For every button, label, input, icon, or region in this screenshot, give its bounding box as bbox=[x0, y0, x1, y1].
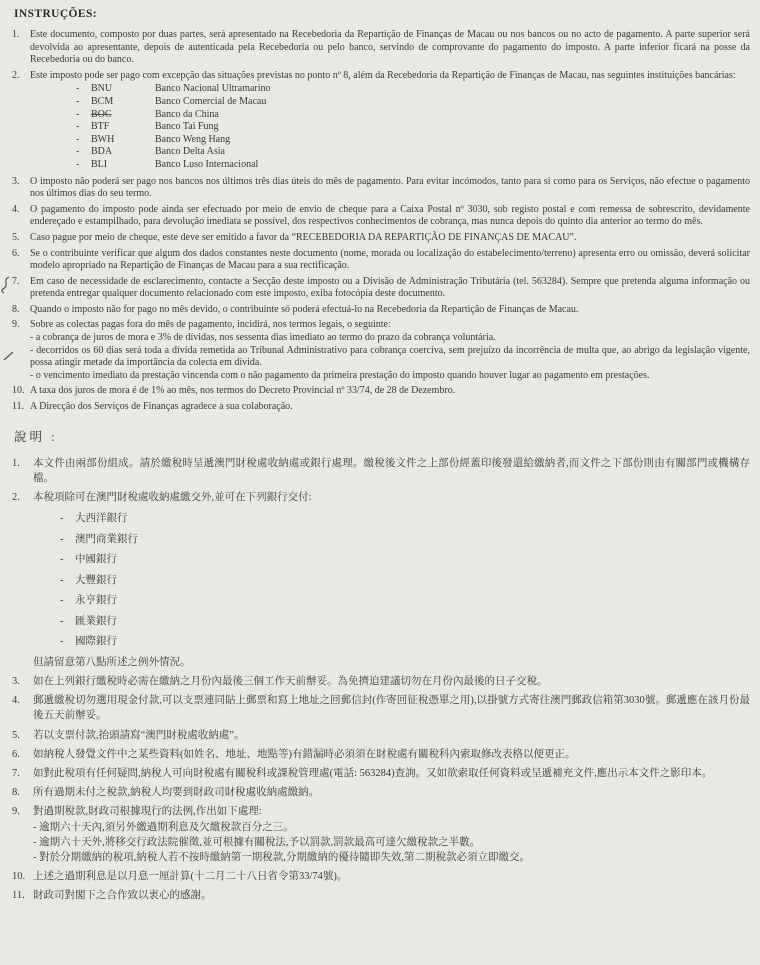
pt-bank-row bbox=[76, 134, 750, 147]
item-text: 本文件由兩部份組成。請於繳稅時呈遞澳門財稅處收納處或銀行處理。繳稅後文件之上部份經蓋印後發還給繳納者,而文件之下部份則由有關部門或機構存檔。 bbox=[33, 457, 750, 484]
item-text: O imposto não poderá ser pago nos bancos nos últimos três dias úteis do mês de pagamento. Para evitar incómodos, tanto para si como para os Serviços, não efectue o pagamento nos últimos dias do seu termo. bbox=[30, 175, 750, 200]
item-text: Sobre as colectas pagas fora do mês de pagamento, incidirá, nos termos legais, o seguinte: bbox=[30, 319, 391, 331]
zh-bank-row: - 大豐銀行 bbox=[60, 571, 750, 592]
zh-bank-row: - 永亨銀行 bbox=[60, 591, 750, 612]
item-text: O pagamento do imposto pode ainda ser efectuado por meio de envio de cheque para a Caixa Postal nº 3030, sob registo postal e com remessa de sobrescrito, devidamente endereçado e estampilhado, para devolução imediata se possível, dos respectivos conhecimentos de cobrança, mas nunca depois do quinto dia anterior ao termo do mês. bbox=[30, 203, 750, 228]
zh-instruction-3 bbox=[12, 674, 750, 689]
bank-name: Banco Nacional Ultramarino bbox=[155, 83, 271, 95]
pt-instruction-6 bbox=[12, 248, 750, 273]
pt-instruction-10 bbox=[12, 385, 750, 398]
pt-bank-row bbox=[76, 146, 750, 159]
item-text: 若以支票付款,抬頭請寫“澳門財稅處收納處”。 bbox=[33, 729, 245, 741]
pt-bank-row-struck bbox=[76, 109, 750, 122]
pt-bank-row bbox=[76, 159, 750, 172]
item-text: 所有過期未付之稅款,納稅人均要到財政司財稅處收納處繳納。 bbox=[33, 787, 320, 799]
item-text: Se o contribuinte verificar que algum dos dados constantes neste documento (nome, morada ou localização do estabelecimento/terreno) apresenta erro ou omissão, deverá solicitar modelo apropriado na Repartição de Finanças de Macau para a sua rectificação. bbox=[30, 247, 750, 272]
item-text: A Direcção dos Serviços de Finanças agradece a sua colaboração. bbox=[30, 401, 293, 413]
bank-name: Banco Weng Hang bbox=[155, 133, 231, 145]
pt-instruction-8 bbox=[12, 304, 750, 317]
item-number: 11. bbox=[12, 890, 25, 902]
item-text: 財政司對閣下之合作致以衷心的感謝。 bbox=[33, 890, 212, 902]
item-text: 如在上列銀行繳稅時必需在繳納之月份內最後三個工作天前辦妥。為免擠迫建議切勿在月份內最後的日子交稅。 bbox=[33, 675, 548, 687]
handwritten-squiggle-mark bbox=[0, 276, 12, 294]
zh-instruction-1 bbox=[12, 456, 750, 486]
item-number: 6. bbox=[12, 247, 20, 259]
zh-bank-row: - 匯業銀行 bbox=[60, 612, 750, 633]
item-number: 2. bbox=[12, 69, 20, 81]
bank-code: - BLI bbox=[91, 158, 108, 170]
pt-sub-point: - a cobrança de juros de mora e 3% de dívidas, nos sessenta dias imediato ao termo do prazo da cobrança voluntária. bbox=[30, 332, 496, 344]
zh-instruction-9 bbox=[12, 804, 750, 865]
zh-instruction-10 bbox=[12, 869, 750, 884]
bank-name: Banco Comercial de Macau bbox=[155, 95, 267, 107]
zh-instruction-11 bbox=[12, 888, 750, 903]
item-number: 7. bbox=[12, 767, 20, 779]
bank-code: - BWH bbox=[91, 133, 115, 145]
item-number: 9. bbox=[12, 806, 20, 818]
item-number: 8. bbox=[12, 303, 20, 315]
item-text: 本稅項除可在澳門財稅處收納處繳交外,並可在下列銀行交付: bbox=[33, 492, 312, 504]
item-text: A taxa dos juros de mora é de 1% ao mês, nos termos do Decreto Provincial nº 33/74, de 28 de Dezembro. bbox=[30, 385, 456, 397]
item-text: Este documento, composto por duas partes, será apresentado na Recebedoria da Repartição de Finanças de Macau ou nos bancos ou no acto de pagamento. A parte superior será devolvida ao apresentante, depois de autenticada pela Recebedoria ou pelo banco, servindo de comprovante do pagamento do imposto. A parte inferior ficará na posse da Recebedoria ou do banco. bbox=[30, 29, 750, 66]
bank-name: Banco Luso Internacional bbox=[155, 158, 259, 170]
pt-bank-row bbox=[76, 96, 750, 109]
pt-instruction-3 bbox=[12, 176, 750, 201]
item-text: 上述之過期利息是以月息一厘計算(十二月二十八日省令第33/74號)。 bbox=[33, 871, 348, 883]
pt-bank-row bbox=[76, 121, 750, 134]
item-text: 對過期稅款,財政司根據現行的法例,作出如下處理: bbox=[33, 806, 262, 818]
bank-name: Banco Tai Fung bbox=[155, 121, 219, 133]
bank-code: - BNU bbox=[91, 83, 113, 95]
zh-instruction-2 bbox=[12, 490, 750, 670]
pt-bank-list bbox=[76, 83, 750, 171]
item-number: 10. bbox=[12, 385, 25, 397]
item-number: 9. bbox=[12, 319, 20, 331]
pt-instruction-5 bbox=[12, 232, 750, 245]
item-number: 4. bbox=[12, 695, 20, 707]
item-number: 4. bbox=[12, 203, 20, 215]
item-text: 郵遞繳稅切勿選用現金付款,可以支票連同貼上郵票和寫上地址之回郵信封(作寄回征稅憑單之用),以掛號方式寄往澳門郵政信箱第3030號。郵遞應在該月份最後五天前辦妥。 bbox=[33, 695, 750, 722]
zh-instruction-4 bbox=[12, 693, 750, 723]
zh-instruction-7 bbox=[12, 766, 750, 781]
item-number: 1. bbox=[12, 457, 20, 469]
zh-sub-point: - 對於分期繳納的稅項,納稅人若不按時繳納第一期稅款,分期繳納的優待隨即失效,第二期稅款必須立即繳交。 bbox=[33, 851, 530, 863]
pt-instruction-11 bbox=[12, 401, 750, 414]
zh-bank-row: - 澳門商業銀行 bbox=[60, 530, 750, 551]
item-text: Em caso de necessidade de esclarecimento, contacte a Secção deste imposto ou a Divisão de Administração Tributária (tel. 563284). Sempre que pretenda alguma informação ou pretenda entregar qualquer documento relacionado com este imposto, exiba fotocópia deste documento. bbox=[30, 275, 750, 300]
item-number: 11. bbox=[12, 401, 25, 413]
zh-bank-row: - 中國銀行 bbox=[60, 550, 750, 571]
item-number: 5. bbox=[12, 729, 20, 741]
zh-sub-point: - 逾期六十天內,須另外繳過期利息及欠繳稅款百分之三。 bbox=[33, 821, 294, 833]
item-body bbox=[30, 70, 750, 173]
chinese-section-title: 說明 : bbox=[14, 429, 58, 444]
zh-bank-list bbox=[60, 509, 750, 653]
zh-instruction-6 bbox=[12, 747, 750, 762]
item-text: Este imposto pode ser pago com excepção das situações previstas no ponto nº 8, além da Recebedoria da Repartição de Finanças de Macau, nas seguintes instituições bancárias: bbox=[30, 69, 736, 81]
item-number: 7. bbox=[12, 275, 20, 287]
item-number: 8. bbox=[12, 787, 20, 799]
bank-code: - BDA bbox=[91, 146, 113, 158]
item-number: 3. bbox=[12, 175, 20, 187]
item-number: 3. bbox=[12, 675, 20, 687]
zh-bank-row: - 大西洋銀行 bbox=[60, 509, 750, 530]
pt-sub-point: - decorridos os 60 dias será toda a dívida remetida ao Tribunal Administrativo para cobrança coerciva, sem prejuízo da incorrência de multa que, ao abrigo da legislação vigente, possa atingir metade da importância da colecta em dívida. bbox=[30, 344, 750, 369]
bank-name: Banco da China bbox=[155, 108, 219, 120]
portuguese-section-title: INSTRUÇÕES: bbox=[14, 8, 98, 20]
zh-bank-exception-note: 但請留意第八點所述之例外情況。 bbox=[33, 656, 191, 668]
zh-sub-point: - 逾期六十天外,將移交行政法院催徵,並可根據有關稅法,予以罰款,罰款最高可達欠繳稅款之半數。 bbox=[33, 836, 481, 848]
pt-instruction-1 bbox=[12, 29, 750, 67]
pt-instruction-9 bbox=[12, 319, 750, 382]
item-body bbox=[30, 319, 750, 382]
item-number: 1. bbox=[12, 29, 20, 40]
zh-instruction-8 bbox=[12, 785, 750, 800]
pt-instruction-2 bbox=[12, 70, 750, 173]
item-text: Caso pague por meio de cheque, este deve ser emitido a favor da “RECEBEDORIA DA REPARTIÇÃO DE FINANÇAS DE MACAU”. bbox=[30, 231, 577, 243]
item-number: 10. bbox=[12, 871, 26, 883]
item-body bbox=[33, 804, 750, 865]
zh-instruction-5 bbox=[12, 728, 750, 743]
zh-bank-row: - 國際銀行 bbox=[60, 632, 750, 653]
pt-instruction-7 bbox=[12, 276, 750, 301]
item-text: 如納稅人發覺文件中之某些資料(如姓名、地址、地點等)有錯漏時必須須在財稅處有關稅科內索取修改表格以便更正。 bbox=[33, 748, 576, 760]
item-body bbox=[33, 490, 750, 670]
bank-name: Banco Delta Asia bbox=[155, 146, 225, 158]
bank-code: - BTF bbox=[91, 121, 110, 133]
bank-code: - BOC bbox=[91, 108, 112, 120]
item-number: 6. bbox=[12, 748, 20, 760]
pt-bank-row bbox=[76, 83, 750, 96]
pt-sub-point: - o vencimento imediato da prestação vincenda com o não pagamento da primeira prestação do imposto quando houver lugar ao pagamento em prestações. bbox=[30, 369, 650, 381]
item-text: Quando o imposto não for pago no mês devido, o contribuinte só poderá efectuá-lo na Recebedoria da Repartição de Finanças de Macau. bbox=[30, 303, 579, 315]
item-number: 2. bbox=[12, 492, 20, 504]
bank-code: - BCM bbox=[91, 95, 114, 107]
pt-instruction-4 bbox=[12, 204, 750, 229]
item-text: 如對此稅項有任何疑問,納稅人可向財稅處有關稅科或課稅管理處(電話: 563284)查詢。又如欲索取任何資料或呈遞補充文件,應出示本文件之影印本。 bbox=[33, 767, 713, 779]
item-number: 5. bbox=[12, 231, 20, 243]
